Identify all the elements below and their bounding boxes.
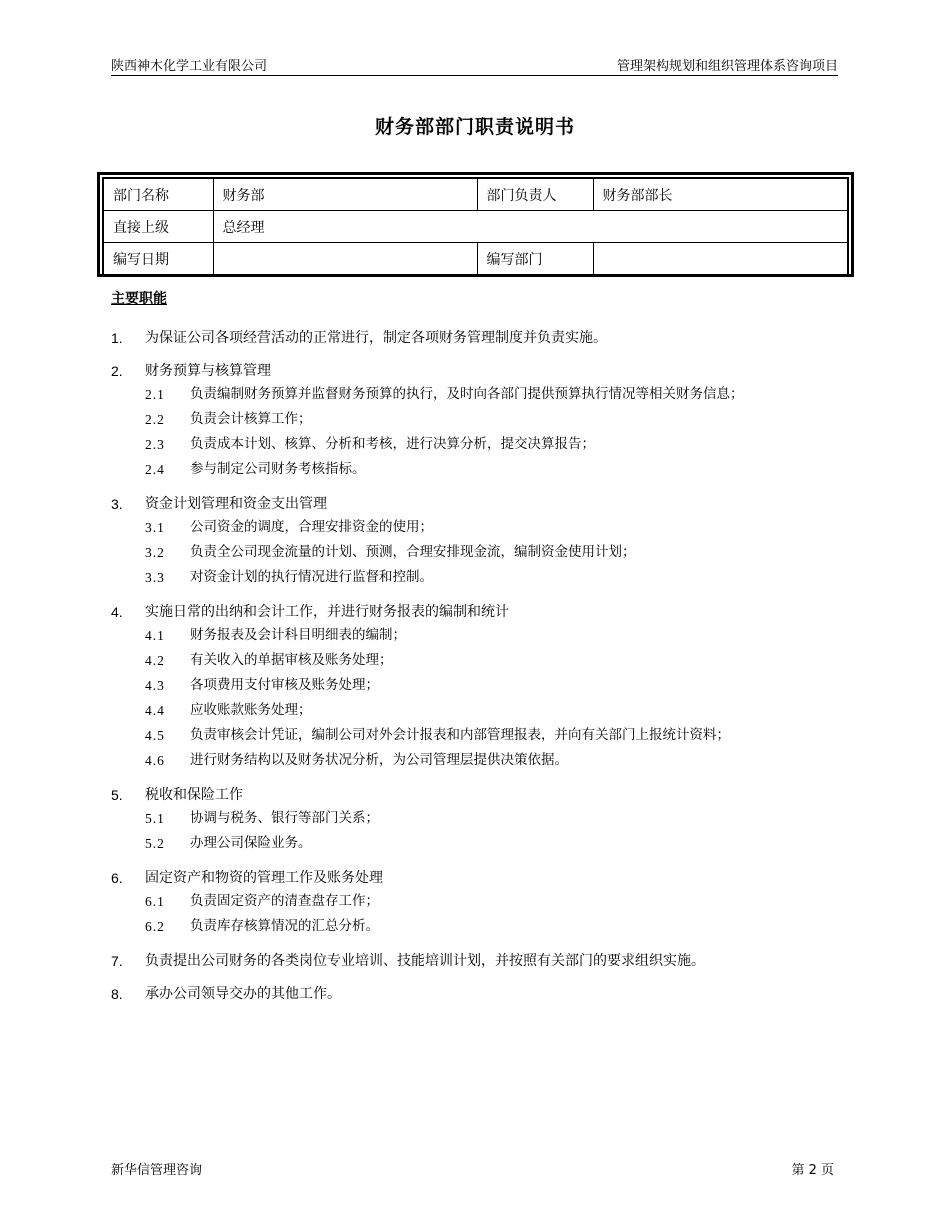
sub-duty-item <box>111 914 841 939</box>
sub-duty-item <box>111 723 841 748</box>
duty-heading <box>111 601 841 623</box>
table-row <box>103 211 848 243</box>
page-title: 财务部部门职责说明书 <box>374 116 575 138</box>
sub-duty-number: 6.1 <box>145 894 165 909</box>
date-value <box>213 243 477 276</box>
sub-duty-item <box>111 515 841 540</box>
duty-heading <box>111 950 841 972</box>
sub-duty-text: 有关收入的单据审核及账务处理； <box>190 652 393 668</box>
duty-text: 资金计划管理和资金支出管理 <box>145 496 327 512</box>
sub-duty-item <box>111 648 841 673</box>
duty-text: 税收和保险工作 <box>145 787 243 803</box>
duty-item <box>111 327 841 349</box>
duty-heading <box>111 327 841 349</box>
sub-duty-number: 6.2 <box>145 919 165 934</box>
duty-number: 6. <box>111 870 123 886</box>
sub-duty-text: 负责库存核算情况的汇总分析。 <box>190 918 379 934</box>
sub-duty-number: 2.2 <box>145 412 165 427</box>
duty-number: 8. <box>111 986 123 1002</box>
sub-duty-number: 4.1 <box>145 628 165 643</box>
sub-duty-text: 负责成本计划、核算、分析和考核，进行决算分析，提交决算报告； <box>190 436 595 452</box>
superior-value: 总经理 <box>213 211 848 243</box>
sub-duty-item <box>111 407 841 432</box>
sub-duty-text: 负责审核会计凭证，编制公司对外会计报表和内部管理报表，并向有关部门上报统计资料； <box>190 727 730 743</box>
sub-duty-item <box>111 623 841 648</box>
footer-page-number: 第 2 页 <box>791 1163 834 1178</box>
duty-number: 5. <box>111 787 123 803</box>
header-company: 陕西神木化学工业有限公司 <box>111 59 268 74</box>
department-info-frame <box>97 172 854 277</box>
sub-duty-item <box>111 457 841 482</box>
duty-text: 承办公司领导交办的其他工作。 <box>145 986 341 1002</box>
date-label: 编写日期 <box>103 243 213 276</box>
page-header <box>111 57 838 76</box>
dept-name-label: 部门名称 <box>103 178 213 211</box>
duty-number: 1. <box>111 330 123 346</box>
duty-heading <box>111 493 841 515</box>
superior-label: 直接上级 <box>103 211 213 243</box>
sub-duty-number: 2.3 <box>145 437 165 452</box>
sub-duty-text: 办理公司保险业务。 <box>190 835 312 851</box>
sub-duty-item <box>111 698 841 723</box>
duty-item <box>111 983 841 1005</box>
table-row <box>103 178 848 211</box>
sub-duty-text: 参与制定公司财务考核指标。 <box>190 461 366 477</box>
duty-item <box>111 493 841 590</box>
sub-duty-number: 3.2 <box>145 545 165 560</box>
sub-duty-item <box>111 673 841 698</box>
sub-duty-text: 进行财务结构以及财务状况分析，为公司管理层提供决策依据。 <box>190 752 568 768</box>
sub-duty-item <box>111 889 841 914</box>
duty-text: 财务预算与核算管理 <box>145 363 271 379</box>
duty-heading <box>111 784 841 806</box>
duty-text: 为保证公司各项经营活动的正常进行，制定各项财务管理制度并负责实施。 <box>145 330 607 346</box>
sub-duty-number: 5.1 <box>145 811 165 826</box>
duty-item <box>111 360 841 482</box>
sub-duty-item <box>111 540 841 565</box>
sub-duty-number: 2.1 <box>145 387 165 402</box>
duty-text: 固定资产和物资的管理工作及账务处理 <box>145 870 383 886</box>
footer-consultant: 新华信管理咨询 <box>111 1163 203 1178</box>
sub-duty-text: 各项费用支付审核及账务处理； <box>190 677 379 693</box>
sub-duty-item <box>111 806 841 831</box>
sub-duty-number: 4.4 <box>145 703 165 718</box>
duty-number: 3. <box>111 496 123 512</box>
duty-item <box>111 950 841 972</box>
duty-item <box>111 867 841 939</box>
sub-duty-text: 负责编制财务预算并监督财务预算的执行，及时向各部门提供预算执行情况等相关财务信息； <box>190 386 744 402</box>
sub-duty-text: 负责固定资产的清查盘存工作； <box>190 893 379 909</box>
sub-duty-number: 4.6 <box>145 753 165 768</box>
duty-text: 实施日常的出纳和会计工作，并进行财务报表的编制和统计 <box>145 604 509 620</box>
dept-head-label: 部门负责人 <box>477 178 593 211</box>
duty-heading <box>111 360 841 382</box>
sub-duty-item <box>111 432 841 457</box>
dept-name-value: 财务部 <box>213 178 477 211</box>
sub-duty-number: 3.3 <box>145 570 165 585</box>
duties-list <box>111 327 841 1016</box>
sub-duty-number: 2.4 <box>145 462 165 477</box>
duty-item <box>111 601 841 773</box>
sub-duty-item <box>111 831 841 856</box>
sub-duty-number: 5.2 <box>145 836 165 851</box>
sub-duty-item <box>111 748 841 773</box>
duty-number: 2. <box>111 363 123 379</box>
duty-item <box>111 784 841 856</box>
table-row <box>103 243 848 276</box>
sub-duty-text: 对资金计划的执行情况进行监督和控制。 <box>190 569 433 585</box>
duty-text: 负责提出公司财务的各类岗位专业培训、技能培训计划，并按照有关部门的要求组织实施。 <box>145 953 705 969</box>
duty-heading <box>111 867 841 889</box>
sub-duty-text: 财务报表及会计科目明细表的编制； <box>190 627 406 643</box>
author-dept-value <box>593 243 848 276</box>
sub-duty-number: 4.5 <box>145 728 165 743</box>
sub-duty-text: 负责会计核算工作； <box>190 411 312 427</box>
department-info-table <box>102 177 849 276</box>
sub-duty-text: 协调与税务、银行等部门关系； <box>190 810 379 826</box>
sub-duty-text: 负责全公司现金流量的计划、预测，合理安排现金流，编制资金使用计划； <box>190 544 636 560</box>
page-footer <box>111 1159 834 1178</box>
section-title-main-duties: 主要职能 <box>111 291 167 307</box>
author-dept-label: 编写部门 <box>477 243 593 276</box>
duty-number: 7. <box>111 953 123 969</box>
header-project: 管理架构规划和组织管理体系咨询项目 <box>616 59 838 74</box>
sub-duty-number: 3.1 <box>145 520 165 535</box>
sub-duty-text: 公司资金的调度，合理安排资金的使用； <box>190 519 433 535</box>
duty-heading <box>111 983 841 1005</box>
dept-head-value: 财务部部长 <box>593 178 848 211</box>
sub-duty-number: 4.2 <box>145 653 165 668</box>
sub-duty-item <box>111 382 841 407</box>
sub-duty-item <box>111 565 841 590</box>
duty-number: 4. <box>111 604 123 620</box>
sub-duty-number: 4.3 <box>145 678 165 693</box>
sub-duty-text: 应收账款账务处理； <box>190 702 312 718</box>
